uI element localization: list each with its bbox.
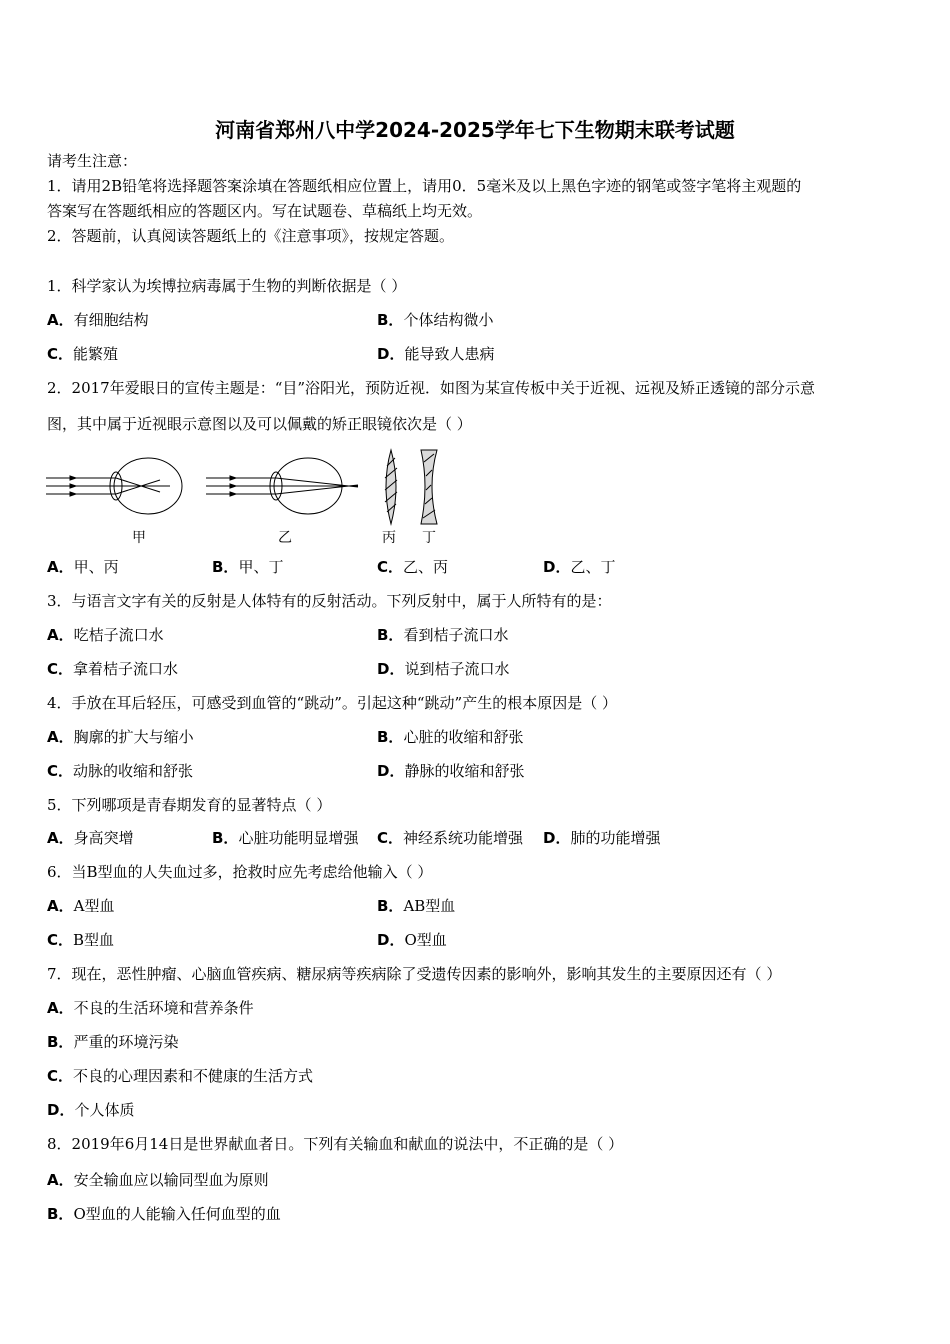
q3-option-a xyxy=(47,625,164,645)
eye-diagram-yi xyxy=(206,458,358,514)
option-letter: C． xyxy=(47,345,74,363)
option-text: 安全输血应以输同型血为原则 xyxy=(73,1171,269,1189)
q5-option-c xyxy=(377,828,523,848)
concave-lens-ding xyxy=(421,450,437,524)
page-title: 河南省郑州八中学2024-2025学年七下生物期末联考试题 xyxy=(215,118,735,142)
fig-label-bing: 丙 xyxy=(382,530,396,546)
option-letter: A． xyxy=(47,829,74,847)
q5-option-d xyxy=(543,828,660,848)
q7-stem: 7．现在，恶性肿瘤、心脑血管疾病、糖尿病等疾病除了受遗传因素的影响外，影响其发生的主要原因还有（ ） xyxy=(47,965,782,983)
option-letter: C． xyxy=(47,660,74,678)
option-text: 个体结构微小 xyxy=(403,311,494,329)
option-letter: D． xyxy=(377,762,405,780)
option-text: O型血 xyxy=(404,931,447,949)
option-letter: D． xyxy=(543,558,571,576)
option-text: AB型血 xyxy=(403,897,456,915)
q1-option-b xyxy=(377,310,493,330)
q3-option-d xyxy=(377,659,509,679)
option-text: O型血的人能输入任何血型的血 xyxy=(73,1205,281,1223)
q4-stem: 4．手放在耳后轻压，可感受到血管的“跳动”。引起这种“跳动”产生的根本原因是（ ） xyxy=(47,694,617,712)
option-letter: A． xyxy=(47,1171,74,1189)
option-letter: D． xyxy=(543,829,571,847)
q4-option-d xyxy=(377,761,524,781)
option-letter: C． xyxy=(47,931,74,949)
q7-option-d xyxy=(47,1100,134,1120)
q5-option-a xyxy=(47,828,134,848)
q1-option-d xyxy=(377,344,494,364)
option-letter: A． xyxy=(47,626,74,644)
q5-stem: 5．下列哪项是青春期发育的显著特点（ ） xyxy=(47,796,332,814)
q7-option-c xyxy=(47,1066,313,1086)
q6-stem: 6．当B型血的人失血过多，抢救时应先考虑给他输入（ ） xyxy=(47,863,433,881)
option-letter: A． xyxy=(47,311,74,329)
convex-lens-bing xyxy=(385,450,397,524)
option-text: 有细胞结构 xyxy=(73,311,149,329)
q2-stem-line-2: 图，其中属于近视眼示意图以及可以佩戴的矫正眼镜依次是（ ） xyxy=(47,415,472,433)
fig-label-ding: 丁 xyxy=(422,530,436,546)
option-text: 吃桔子流口水 xyxy=(73,626,164,644)
q1-option-a xyxy=(47,310,149,330)
option-text: 说到桔子流口水 xyxy=(404,660,510,678)
option-letter: D． xyxy=(377,660,405,678)
option-text: 肺的功能增强 xyxy=(570,829,661,847)
option-text: 不良的生活环境和营养条件 xyxy=(73,999,254,1017)
option-text: 拿着桔子流口水 xyxy=(73,660,179,678)
option-letter: D． xyxy=(47,1101,75,1119)
option-text: 能导致人患病 xyxy=(404,345,495,363)
option-text: B型血 xyxy=(73,931,115,949)
fig-label-yi: 乙 xyxy=(278,530,292,546)
notice-item-1-line-1: 1．请用2B铅笔将选择题答案涂填在答题纸相应位置上，请用0．5毫米及以上黑色字迹的钢笔或签字笔将主观题的 xyxy=(47,177,802,195)
q8-stem: 8．2019年6月14日是世界献血者日。下列有关输血和献血的说法中，不正确的是（ ） xyxy=(47,1135,624,1153)
option-text: 动脉的收缩和舒张 xyxy=(73,762,194,780)
eye-diagram-jia xyxy=(46,458,182,514)
option-letter: B． xyxy=(47,1205,74,1223)
q8-option-a xyxy=(47,1170,269,1190)
q6-option-b xyxy=(377,896,455,916)
option-letter: D． xyxy=(377,345,405,363)
option-letter: B． xyxy=(377,728,404,746)
option-text: 严重的环境污染 xyxy=(73,1033,179,1051)
option-text: A型血 xyxy=(73,897,115,915)
option-letter: C． xyxy=(377,558,404,576)
q4-option-a xyxy=(47,727,194,747)
q2-option-c xyxy=(377,557,448,577)
option-text: 乙、丙 xyxy=(403,558,449,576)
option-text: 甲、丙 xyxy=(73,558,119,576)
option-letter: C． xyxy=(47,762,74,780)
eye-lens-diagram xyxy=(40,446,460,546)
option-text: 不良的心理因素和不健康的生活方式 xyxy=(73,1067,314,1085)
q6-option-a xyxy=(47,896,114,916)
q8-option-b xyxy=(47,1204,281,1224)
option-letter: B． xyxy=(377,626,404,644)
q3-stem: 3．与语言文字有关的反射是人体特有的反射活动。下列反射中，属于人所特有的是： xyxy=(47,592,612,610)
notice-item-2: 2．答题前，认真阅读答题纸上的《注意事项》，按规定答题。 xyxy=(47,227,455,245)
option-text: 甲、丁 xyxy=(238,558,284,576)
q2-option-a xyxy=(47,557,119,577)
option-text: 乙、丁 xyxy=(570,558,616,576)
notice-item-1-line-2: 答案写在答题纸相应的答题区内。写在试题卷、草稿纸上均无效。 xyxy=(47,202,483,220)
option-text: 看到桔子流口水 xyxy=(403,626,509,644)
notice-heading: 请考生注意： xyxy=(47,152,138,170)
option-text: 神经系统功能增强 xyxy=(403,829,524,847)
q3-option-c xyxy=(47,659,178,679)
q7-option-b xyxy=(47,1032,178,1052)
q2-option-d xyxy=(543,557,615,577)
q4-option-c xyxy=(47,761,193,781)
option-letter: A． xyxy=(47,999,74,1017)
option-letter: B． xyxy=(212,558,239,576)
q3-option-b xyxy=(377,625,508,645)
option-text: 心脏的收缩和舒张 xyxy=(403,728,524,746)
q7-option-a xyxy=(47,998,254,1018)
option-letter: A． xyxy=(47,558,74,576)
q6-option-c xyxy=(47,930,114,950)
fig-label-jia: 甲 xyxy=(132,530,146,546)
option-letter: A． xyxy=(47,897,74,915)
option-letter: B． xyxy=(377,311,404,329)
option-text: 静脉的收缩和舒张 xyxy=(404,762,525,780)
q6-option-d xyxy=(377,930,447,950)
option-letter: C． xyxy=(377,829,404,847)
option-letter: C． xyxy=(47,1067,74,1085)
q4-option-b xyxy=(377,727,523,747)
q5-option-b xyxy=(212,828,358,848)
option-letter: B． xyxy=(212,829,239,847)
q2-stem-line-1: 2．2017年爱眼日的宣传主题是：“目”浴阳光，预防近视．如图为某宣传板中关于近视、远视及矫正透镜的部分示意 xyxy=(47,379,816,397)
option-text: 心脏功能明显增强 xyxy=(238,829,359,847)
q1-stem: 1．科学家认为埃博拉病毒属于生物的判断依据是（ ） xyxy=(47,277,407,295)
option-letter: B． xyxy=(377,897,404,915)
option-text: 身高突增 xyxy=(73,829,134,847)
q1-option-c xyxy=(47,344,118,364)
option-letter: D． xyxy=(377,931,405,949)
q2-option-b xyxy=(212,557,283,577)
option-text: 个人体质 xyxy=(74,1101,135,1119)
option-letter: A． xyxy=(47,728,74,746)
option-letter: B． xyxy=(47,1033,74,1051)
option-text: 能繁殖 xyxy=(73,345,119,363)
option-text: 胸廓的扩大与缩小 xyxy=(73,728,194,746)
